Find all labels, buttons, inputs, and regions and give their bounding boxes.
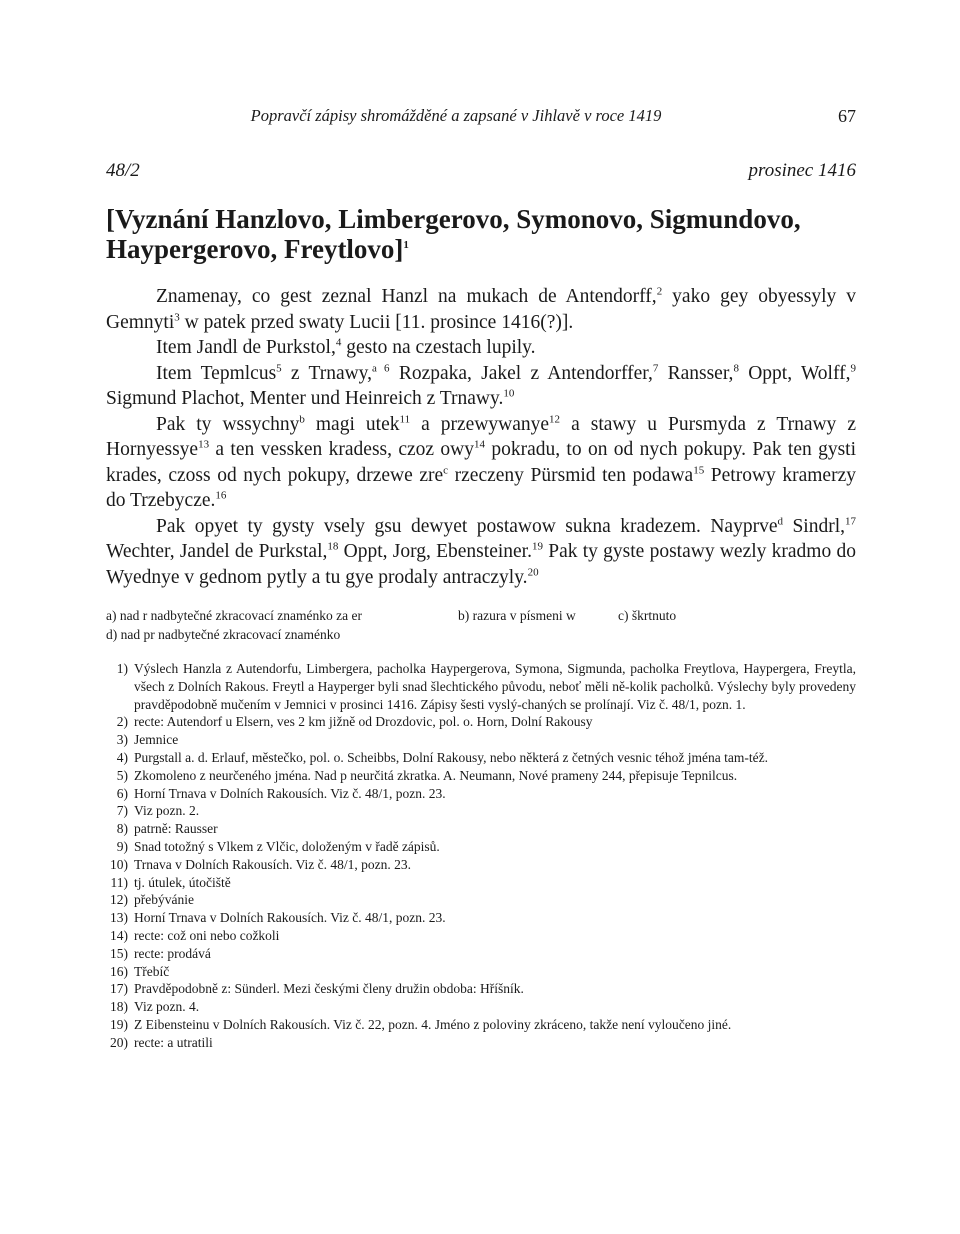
footnotes — [106, 660, 856, 1052]
footnote-ref: 7 — [652, 362, 659, 374]
paragraph-text: yako gey obyessyly v Gemnyti — [106, 286, 856, 333]
apparatus-row — [106, 606, 856, 625]
footnote — [106, 731, 856, 749]
footnote-ref: 12 — [549, 413, 561, 425]
footnote-ref: 10 — [503, 387, 515, 400]
paragraph-text: a przewywanye — [410, 413, 550, 435]
footnote-number: 14) — [110, 927, 128, 943]
footnote — [106, 802, 856, 820]
footnote-number: 19) — [110, 1016, 128, 1032]
paragraph — [106, 284, 856, 335]
footnote-number: 3) — [116, 732, 128, 748]
document-title-text: [Vyznání Hanzlovo, Limbergerovo, Symonovo, Sigmundovo, Haypergerovo, Freytlovo] — [106, 204, 801, 264]
footnote — [106, 749, 856, 767]
footnote-text: Purgstall a. d. Erlauf, městečko, pol. o. Scheibbs, Dolní Rakousy, nebo některá z četných vesnic téhož jména tam-též. — [134, 749, 768, 765]
footnote — [106, 660, 856, 713]
footnote-number: 4) — [116, 749, 128, 765]
footnote-number: 15) — [110, 945, 128, 961]
footnote-ref: 15 — [693, 464, 705, 476]
paragraph-text: Pak opyet ty gysty vsely gsu dewyet postawow sukna kradezem. Nayprve — [156, 515, 778, 537]
footnote-ref: a 6 — [372, 362, 390, 374]
apparatus-note-d: d) nad pr nadbytečné zkracovací znaménko — [106, 627, 341, 642]
footnote-ref: 16 — [215, 489, 227, 502]
footnote-number: 17) — [110, 981, 128, 997]
apparatus-row — [106, 625, 856, 644]
footnote-ref: 3 — [174, 311, 180, 323]
paragraph-text: pokradu, to on od nych pokupy. Pak ten gysti krades, czoss od nych pokupy, drzewe zre — [106, 439, 856, 486]
paragraph-text: magi utek — [304, 413, 400, 435]
paragraph-text: Pak ty gyste postawy wezly kradmo do Wyednye v gednom pytly a tu gye prodaly antraczyly. — [106, 541, 856, 588]
footnote — [106, 998, 856, 1016]
footnote-ref: 1 — [403, 239, 409, 251]
footnote-number: 11) — [110, 874, 128, 890]
footnote-text: Třebíč — [134, 963, 170, 979]
document-meta — [106, 160, 856, 186]
footnote-ref: c — [443, 464, 449, 476]
footnote-text: Viz pozn. 4. — [134, 999, 200, 1015]
footnote-number: 2) — [116, 714, 128, 730]
paragraph-text: Ransser, — [658, 362, 734, 384]
footnote-text: Výslech Hanzla z Autendorfu, Limbergera, pacholka Haypergerova, Symona, Sigmunda, pacholka Freytlova, Haypergera, Freytla, všech z Dolních Rakous. Freytl a Hayperger byli snad šlechtického původu, neboť měli ně-kolik pacholků. Výslechy byly provedeny pravděpodobně mučením v Jemnici v prosinci 1416. Zápisy šesti vyslý-chaných se prolínají. Viz č. 48/1, pozn. 1. — [134, 661, 856, 712]
footnote — [106, 945, 856, 963]
footnote-ref: 14 — [473, 438, 485, 451]
footnote-number: 9) — [116, 838, 128, 854]
footnote — [106, 980, 856, 998]
footnote-text: recte: Autendorf u Elsern, ves 2 km jižně od Drozdovic, pol. o. Horn, Dolní Rakousy — [134, 714, 593, 730]
footnote-text: Viz pozn. 2. — [134, 803, 200, 819]
footnote — [106, 713, 856, 731]
footnote — [106, 785, 856, 803]
footnote — [106, 820, 856, 838]
footnote-text: přebývánie — [134, 892, 194, 908]
footnote — [106, 838, 856, 856]
footnote-ref: 4 — [335, 336, 342, 349]
footnote — [106, 1034, 856, 1052]
footnote-number: 8) — [116, 821, 128, 837]
paragraph — [106, 514, 856, 591]
footnote-number: 20) — [110, 1034, 128, 1050]
footnote-text: recte: a utratili — [134, 1034, 213, 1050]
footnote-number: 7) — [116, 803, 128, 819]
document-date: prosinec 1416 — [748, 160, 856, 181]
footnote-text: tj. útulek, útočiště — [134, 874, 231, 890]
footnote-ref: 11 — [399, 413, 411, 425]
footnote-text: Jemnice — [134, 732, 179, 748]
footnote-text: Trnava v Dolních Rakousích. Viz č. 48/1, pozn. 23. — [134, 856, 412, 872]
paragraph-text: Znamenay, co gest zeznal Hanzl na mukach de Antendorff, — [156, 286, 657, 307]
paragraph-text: Pak ty wssychny — [156, 413, 300, 435]
paragraph-text: a stawy u Pursmyda z Trnawy z Hornyessye — [106, 413, 856, 460]
paragraph — [106, 335, 856, 361]
footnote-number: 13) — [110, 910, 128, 926]
critical-apparatus — [106, 606, 856, 644]
footnote-ref: 2 — [656, 285, 663, 298]
paragraph-text: Oppt, Jorg, Ebensteiner. — [338, 541, 532, 562]
apparatus-note-a: a) nad r nadbytečné zkracovací znaménko za er — [106, 608, 362, 623]
footnote — [106, 909, 856, 927]
paragraph-text: gesto na czestach lupily. — [341, 337, 536, 358]
document-number: 48/2 — [106, 160, 140, 181]
apparatus-note-c: c) škrtnuto — [618, 608, 677, 623]
paragraph-text: Wechter, Jandel de Purkstal, — [106, 541, 328, 562]
footnote-ref: 19 — [531, 540, 543, 553]
footnote-ref: 9 — [850, 362, 856, 374]
footnote-ref: 18 — [327, 540, 339, 553]
footnote-ref: 8 — [733, 362, 739, 374]
running-head — [106, 106, 856, 130]
paragraph-text: Sindrl, — [782, 515, 845, 537]
footnote-text: recte: prodává — [134, 945, 211, 961]
footnote-text: Snad totožný s Vlkem z Vlčic, doloženým v řadě zápisů. — [134, 838, 440, 854]
paragraph-text: a ten vessken kradess, czoz owy — [209, 439, 474, 460]
paragraph-text: w patek przed swaty Lucii [11. prosince 1416(?)]. — [179, 311, 574, 333]
footnote — [106, 856, 856, 874]
footnote-ref: d — [777, 515, 783, 527]
running-title: Popravčí zápisy shromážděné a zapsané v Jihlavě v roce 1419 — [250, 106, 662, 125]
body-text — [106, 284, 856, 590]
footnote — [106, 767, 856, 785]
footnote-text: Pravděpodobně z: Sünderl. Mezi českými členy družin obdoba: Hříšník. — [134, 981, 524, 997]
footnote-text: Horní Trnava v Dolních Rakousích. Viz č. 48/1, pozn. 23. — [134, 785, 446, 801]
paragraph-text: Item Tepmlcus — [156, 362, 277, 384]
footnote-number: 12) — [110, 892, 128, 908]
footnote-number: 16) — [110, 963, 128, 979]
footnote-ref: b — [299, 413, 305, 425]
paragraph — [106, 412, 856, 514]
footnote-number: 6) — [116, 785, 128, 801]
paragraph-text: Petrowy kramerzy do Trzebycze. — [106, 464, 856, 511]
paragraph — [106, 361, 856, 412]
paragraph-text: rzeczeny Pürsmid ten podawa — [448, 464, 694, 486]
footnote-number: 5) — [116, 767, 128, 783]
footnote-text: patrně: Rausser — [134, 821, 218, 837]
footnote-number: 1) — [116, 661, 128, 676]
footnote — [106, 927, 856, 945]
footnote-ref: 13 — [198, 438, 210, 451]
footnote-number: 18) — [110, 999, 128, 1015]
footnote — [106, 874, 856, 892]
footnote-ref: 20 — [527, 566, 539, 578]
paragraph-text: z Trnawy, — [281, 362, 373, 384]
footnote-ref: 17 — [845, 515, 856, 527]
footnote — [106, 891, 856, 909]
apparatus-note-b: b) razura v písmeni w — [458, 608, 576, 623]
page-number: 67 — [838, 106, 856, 126]
footnote-text: Z Eibensteinu v Dolních Rakousích. Viz č. 22, pozn. 4. Jméno z poloviny zkráceno, takže není vyloučeno jiné. — [134, 1016, 732, 1032]
footnote-text: Zkomoleno z neurčeného jména. Nad p neurčitá zkratka. A. Neumann, Nové prameny 244, přepisuje Tepnilcus. — [134, 767, 738, 783]
footnote-ref: 5 — [276, 362, 282, 374]
footnote-text: Horní Trnava v Dolních Rakousích. Viz č. 48/1, pozn. 23. — [134, 910, 446, 926]
footnote-number: 10) — [110, 856, 128, 872]
paragraph-text: Rozpaka, Jakel z Antendorffer, — [389, 362, 653, 384]
footnote — [106, 963, 856, 981]
paragraph-text: Oppt, Wolff, — [738, 362, 851, 384]
footnote-text: recte: což oni nebo cožkoli — [134, 927, 280, 943]
paragraph-text: Sigmund Plachot, Menter und Heinreich z Trnawy. — [106, 388, 504, 409]
paragraph-text: Item Jandl de Purkstol, — [156, 337, 336, 358]
document-title — [106, 204, 856, 264]
footnote — [106, 1016, 856, 1034]
